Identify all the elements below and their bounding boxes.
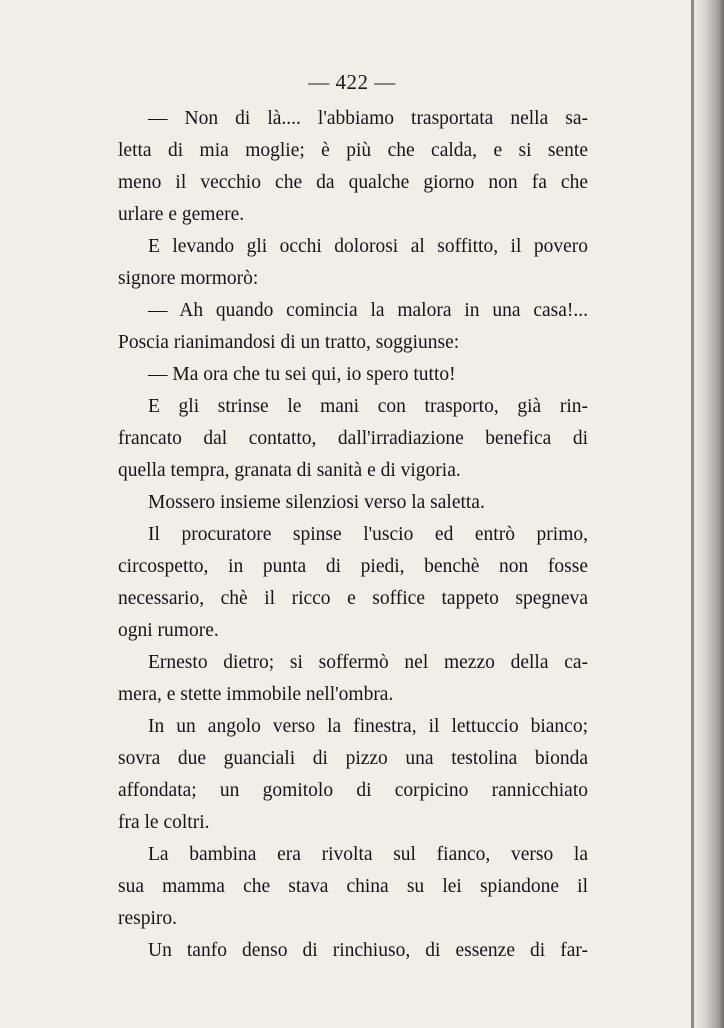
text-line: E gli strinse le mani con trasporto, già rin-: [148, 396, 588, 417]
body-text: [118, 103, 588, 967]
text-line: respiro.: [118, 908, 178, 929]
text-line: Mossero insieme silenziosi verso la saletta.: [148, 492, 485, 513]
text-line: Ernesto dietro; si soffermò nel mezzo della ca-: [148, 652, 588, 673]
text-line: letta di mia moglie; è più che calda, e si sente: [118, 140, 588, 161]
page-edge-shadow: [690, 0, 724, 1028]
text-line: In un angolo verso la finestra, il lettuccio bianco;: [148, 716, 588, 737]
text-line: — Ah quando comincia la malora in una casa!...: [148, 300, 588, 321]
text-line: signore mormorò:: [118, 268, 259, 289]
text-line: meno il vecchio che da qualche giorno non fa che: [118, 172, 588, 193]
text-line: Un tanfo denso di rinchiuso, di essenze di far-: [148, 940, 588, 961]
text-line: fra le coltri.: [118, 812, 210, 833]
page-number: — 422 —: [308, 70, 396, 94]
text-line: ogni rumore.: [118, 620, 219, 641]
text-line: La bambina era rivolta sul fianco, verso la: [148, 844, 588, 865]
text-line: sua mamma che stava china su lei spiandone il: [118, 876, 588, 897]
text-line: affondata; un gomitolo di corpicino rannicchiato: [118, 780, 588, 801]
text-line: Il procuratore spinse l'uscio ed entrò primo,: [148, 524, 588, 545]
text-line: circospetto, in punta di piedi, benchè non fosse: [118, 556, 588, 577]
text-line: — Non di là.... l'abbiamo trasportata nella sa-: [148, 108, 588, 129]
text-line: — Ma ora che tu sei qui, io spero tutto!: [148, 364, 456, 385]
page-edge-line: [691, 0, 694, 1028]
text-line: urlare e gemere.: [118, 204, 245, 225]
text-line: Poscia rianimandosi di un tratto, soggiunse:: [118, 332, 460, 353]
text-line: E levando gli occhi dolorosi al soffitto, il povero: [148, 236, 588, 257]
text-line: sovra due guanciali di pizzo una testolina bionda: [118, 748, 588, 769]
text-line: francato dal contatto, dall'irradiazione benefica di: [118, 428, 588, 449]
text-line: mera, e stette immobile nell'ombra.: [118, 684, 394, 705]
text-line: quella tempra, granata di sanità e di vigoria.: [118, 460, 461, 481]
text-line: necessario, chè il ricco e soffice tappeto spegneva: [118, 588, 588, 609]
